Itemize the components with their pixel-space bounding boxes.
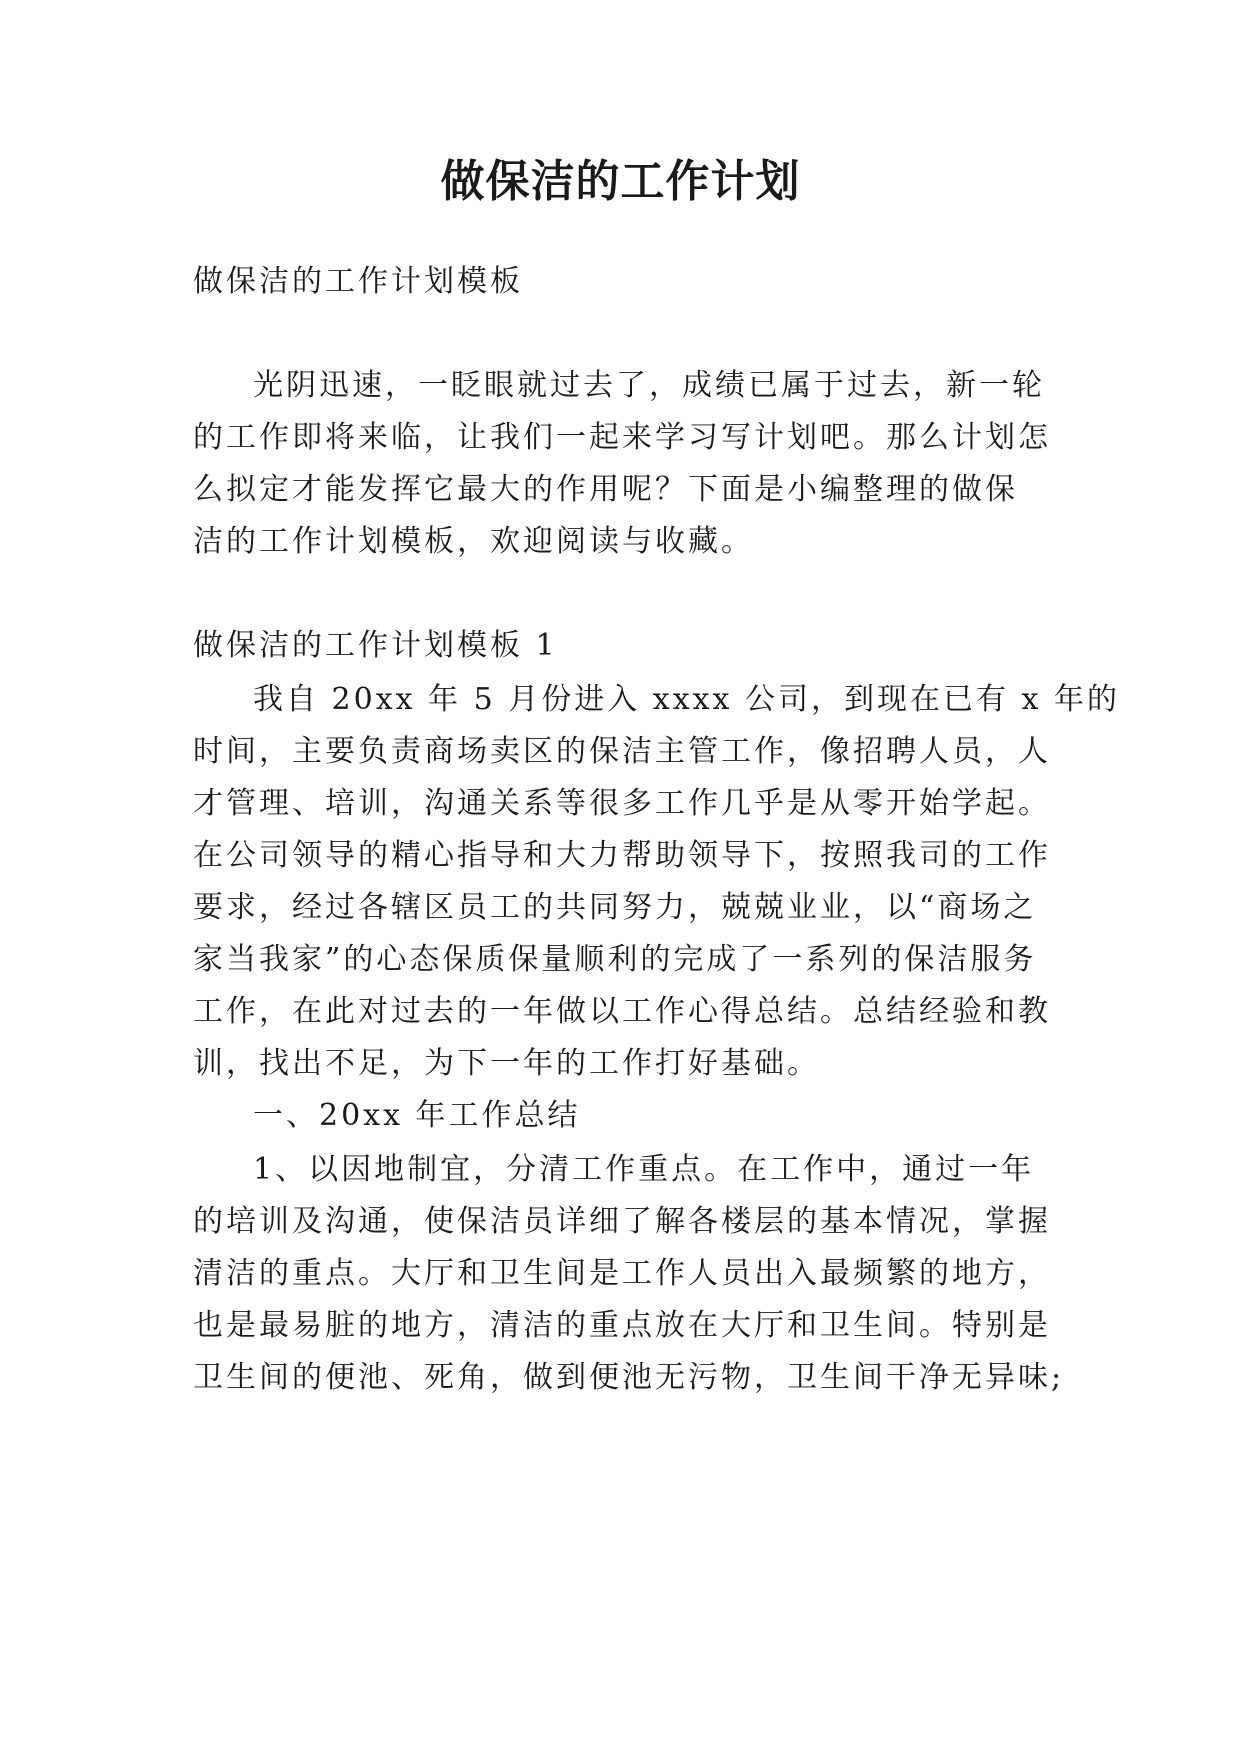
body-line: 时间，主要负责商场卖区的保洁主管工作，像招聘人员，人: [193, 734, 1051, 769]
point-line: 的培训及沟通，使保洁员详细了解各楼层的基本情况，掌握: [193, 1204, 1051, 1239]
document-subtitle: 做保洁的工作计划模板: [193, 264, 523, 299]
point-line: 卫生间的便池、死角，做到便池无污物，卫生间干净无异味;: [193, 1360, 1065, 1395]
body-line: 家当我家”的心态保质保量顺利的完成了一系列的保洁服务: [193, 942, 1037, 977]
point-line: 也是最易脏的地方，清洁的重点放在大厅和卫生间。特别是: [193, 1308, 1051, 1343]
body-line: 我自 20xx 年 5 月份进入 xxxx 公司，到现在已有 x 年的: [253, 682, 1120, 717]
body-line: 在公司领导的精心指导和大力帮助领导下，按照我司的工作: [193, 838, 1051, 873]
subheading: 一、20xx 年工作总结: [253, 1098, 581, 1133]
page-title: 做保洁的工作计划: [440, 156, 801, 207]
section-heading: 做保洁的工作计划模板 1: [193, 628, 558, 663]
intro-line: 洁的工作计划模板，欢迎阅读与收藏。: [193, 524, 754, 559]
body-line: 要求，经过各辖区员工的共同努力，兢兢业业，以“商场之: [193, 890, 1037, 925]
body-line: 训，找出不足，为下一年的工作打好基础。: [193, 1046, 820, 1081]
intro-line: 光阴迅速，一眨眼就过去了，成绩已属于过去，新一轮: [253, 368, 1045, 403]
body-line: 工作，在此对过去的一年做以工作心得总结。总结经验和教: [193, 994, 1051, 1029]
point-line: 清洁的重点。大厅和卫生间是工作人员出入最频繁的地方，: [193, 1256, 1051, 1291]
intro-line: 的工作即将来临，让我们一起来学习写计划吧。那么计划怎: [193, 420, 1051, 455]
intro-line: 么拟定才能发挥它最大的作用呢？下面是小编整理的做保: [193, 472, 1018, 507]
body-line: 才管理、培训，沟通关系等很多工作几乎是从零开始学起。: [193, 786, 1051, 821]
point-line: 1、以因地制宜，分清工作重点。在工作中，通过一年: [253, 1152, 1035, 1187]
